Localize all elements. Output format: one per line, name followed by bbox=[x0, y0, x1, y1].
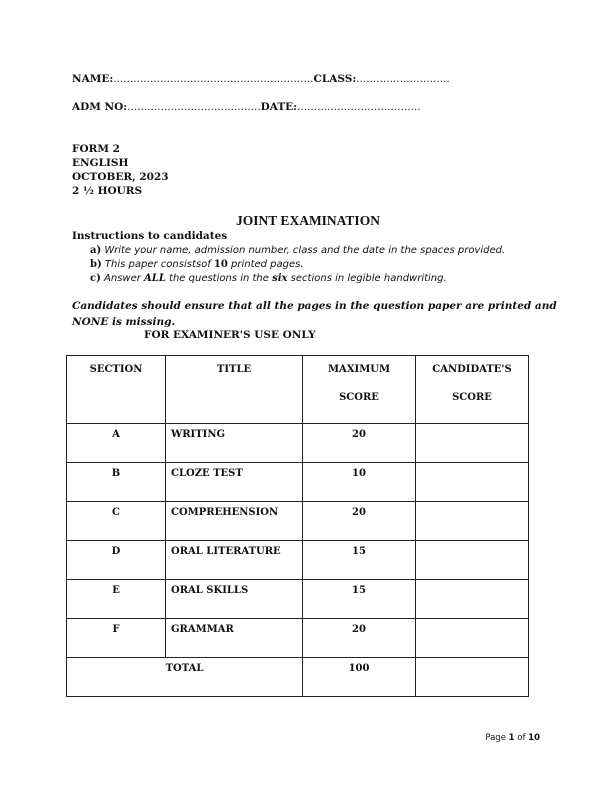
candidate-score-cell[interactable] bbox=[416, 541, 529, 580]
note-line: NONE is missing. bbox=[72, 316, 176, 328]
max-score-cell: 15 bbox=[303, 541, 416, 580]
instruction-text: sections in legible handwriting. bbox=[287, 273, 447, 284]
name-blank[interactable]: ............................................................ bbox=[113, 73, 314, 85]
current-page: 1 bbox=[508, 733, 515, 743]
candidate-score-cell[interactable] bbox=[416, 424, 529, 463]
header-candidate bbox=[416, 356, 529, 424]
instruction-text: Answer bbox=[104, 273, 145, 284]
class-blank[interactable]: ............................ bbox=[356, 73, 450, 85]
max-score-cell: 10 bbox=[303, 463, 416, 502]
section-cell: D bbox=[67, 541, 166, 580]
candidate-score-cell[interactable] bbox=[416, 463, 529, 502]
page-number bbox=[485, 733, 540, 743]
name-field bbox=[72, 73, 450, 85]
emphasis: ALL bbox=[144, 273, 166, 284]
total-candidate-score[interactable] bbox=[416, 658, 529, 697]
table-row bbox=[67, 541, 529, 580]
adm-field bbox=[72, 101, 421, 113]
form-label: FORM 2 bbox=[72, 143, 120, 155]
date-label: OCTOBER, 2023 bbox=[72, 171, 169, 183]
page-text: Page bbox=[485, 733, 509, 743]
instruction-text: printed pages. bbox=[227, 259, 304, 270]
marker: c) bbox=[90, 273, 101, 284]
total-pages: 10 bbox=[528, 733, 540, 743]
marker: b) bbox=[90, 259, 102, 270]
header-section: SECTION bbox=[67, 356, 166, 424]
header-text: MAXIMUM bbox=[327, 364, 391, 375]
instruction-item bbox=[90, 244, 505, 258]
instructions-heading: Instructions to candidates bbox=[72, 230, 228, 242]
instruction-item bbox=[90, 272, 505, 286]
date-label: DATE: bbox=[260, 101, 298, 113]
table-header bbox=[67, 356, 529, 424]
candidate-score-cell[interactable] bbox=[416, 580, 529, 619]
max-score-cell: 20 bbox=[303, 424, 416, 463]
section-cell: B bbox=[67, 463, 166, 502]
candidate-note bbox=[72, 298, 557, 330]
header-max bbox=[303, 356, 416, 424]
table-row bbox=[67, 424, 529, 463]
header-text: SCORE bbox=[339, 392, 379, 403]
title-cell: ORAL LITERATURE bbox=[166, 541, 303, 580]
candidate-score-cell[interactable] bbox=[416, 619, 529, 658]
title-cell: ORAL SKILLS bbox=[166, 580, 303, 619]
instruction-text: Write your name, admission number, class and the date in the spaces provided. bbox=[104, 245, 506, 256]
instructions-list bbox=[90, 244, 505, 286]
header-text: SCORE bbox=[452, 392, 492, 403]
class-label: CLASS: bbox=[313, 73, 357, 85]
table-row bbox=[67, 463, 529, 502]
max-score-cell: 20 bbox=[303, 619, 416, 658]
adm-blank[interactable]: ........................................ bbox=[127, 101, 261, 113]
section-cell: E bbox=[67, 580, 166, 619]
total-label: TOTAL bbox=[67, 658, 303, 697]
header-text: CANDIDATE'S bbox=[432, 364, 512, 375]
page-count: 10 bbox=[213, 259, 228, 270]
section-cell: F bbox=[67, 619, 166, 658]
examiner-heading: FOR EXAMINER'S USE ONLY bbox=[144, 329, 316, 341]
marker: a) bbox=[90, 245, 102, 256]
section-cell: A bbox=[67, 424, 166, 463]
table-row bbox=[67, 580, 529, 619]
note-line: Candidates should ensure that all the pages in the question paper are printed and bbox=[72, 300, 557, 312]
title-cell: WRITING bbox=[166, 424, 303, 463]
max-score-cell: 20 bbox=[303, 502, 416, 541]
page-text: of bbox=[514, 733, 529, 743]
subject-label: ENGLISH bbox=[72, 157, 129, 169]
duration-label: 2 ½ HOURS bbox=[72, 185, 143, 197]
title-cell: COMPREHENSION bbox=[166, 502, 303, 541]
date-blank[interactable]: ..................................... bbox=[297, 101, 421, 113]
header-title: TITLE bbox=[166, 356, 303, 424]
adm-label: ADM NO: bbox=[72, 101, 128, 113]
instruction-text: This paper consistsof bbox=[104, 259, 214, 270]
table-row bbox=[67, 502, 529, 541]
emphasis: six bbox=[272, 273, 288, 284]
title-cell: CLOZE TEST bbox=[166, 463, 303, 502]
total-max: 100 bbox=[303, 658, 416, 697]
max-score-cell: 15 bbox=[303, 580, 416, 619]
name-label: NAME: bbox=[72, 73, 114, 85]
instruction-item bbox=[90, 258, 505, 272]
instruction-text: the questions in the bbox=[165, 273, 273, 284]
title-cell: GRAMMAR bbox=[166, 619, 303, 658]
candidate-score-cell[interactable] bbox=[416, 502, 529, 541]
table-row bbox=[67, 619, 529, 658]
page-title: JOINT EXAMINATION bbox=[236, 213, 380, 228]
score-table bbox=[66, 355, 529, 697]
exam-header bbox=[72, 142, 169, 198]
total-row bbox=[67, 658, 529, 697]
section-cell: C bbox=[67, 502, 166, 541]
